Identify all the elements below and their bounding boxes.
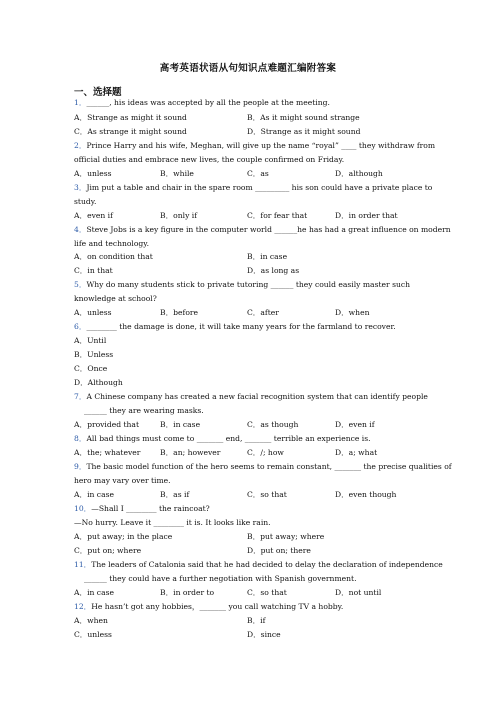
- option-c: C．as though: [247, 420, 299, 429]
- document-title: 高考英语状语从句知识点难题汇编附答案: [159, 63, 337, 74]
- option-d: D．a; what: [335, 448, 378, 457]
- question-6: [74, 322, 396, 332]
- question-number: 12．: [74, 602, 92, 611]
- option-a: A．unless: [74, 308, 112, 317]
- option-b: B．before: [160, 308, 199, 317]
- question-11-continued: ______ they could have a further negotiation with Spanish government.: [84, 574, 357, 583]
- question-10-continued: —No hurry. Leave it ________ it is. It looks like rain.: [74, 518, 271, 527]
- question-9-continued: hero may vary over time.: [74, 476, 171, 485]
- option-d: D．put on; there: [247, 546, 311, 555]
- option-a: A．when: [74, 616, 108, 625]
- question-text: Why do many students stick to private tutoring ______ they could easily master such: [86, 280, 411, 289]
- option-c: C．after: [247, 308, 279, 317]
- question-9: [74, 462, 452, 472]
- option-a: A．unless: [74, 169, 112, 178]
- question-5-continued: knowledge at school?: [74, 294, 157, 303]
- option-d: D．even if: [335, 420, 375, 429]
- option-a: A．Until: [74, 336, 107, 345]
- question-5: [74, 280, 410, 290]
- option-c: C．unless: [74, 630, 112, 639]
- option-b: B．Unless: [74, 350, 114, 359]
- question-number: 1．: [74, 98, 87, 107]
- question-text: Steve Jobs is a key figure in the computer world ______he has had a great influence on modern: [86, 225, 451, 234]
- option-d: D．Strange as it might sound: [247, 127, 361, 136]
- section-heading: 一、选择题: [74, 87, 122, 98]
- question-text: Jim put a table and chair in the spare room _________ his son could have a private place to: [86, 183, 433, 192]
- option-b: B．as if: [160, 490, 190, 499]
- option-c: C．put on; where: [74, 546, 142, 555]
- option-a: A．Strange as might it sound: [74, 113, 187, 122]
- option-d: D．although: [335, 169, 383, 178]
- option-b: B．As it might sound strange: [247, 113, 360, 122]
- option-c: C．As strange it might sound: [74, 127, 187, 136]
- question-text: A Chinese company has created a new facial recognition system that can identify people: [86, 392, 428, 401]
- option-b: B．in case: [247, 252, 288, 261]
- option-c: C．for fear that: [247, 211, 308, 220]
- question-number: 3．: [74, 183, 87, 192]
- question-number: 10．: [74, 504, 92, 513]
- question-text: Prince Harry and his wife, Meghan, will give up the name “royal” ____ they withdraw from: [86, 141, 436, 150]
- option-d: D．even though: [335, 490, 397, 499]
- question-2: [74, 141, 435, 151]
- option-b: B．if: [247, 616, 266, 625]
- option-a: A．put away; in the place: [74, 532, 173, 541]
- option-a: A．the; whatever: [74, 448, 141, 457]
- question-8: [74, 434, 371, 444]
- question-text: —Shall I ________ the raincoat?: [91, 504, 210, 513]
- question-4: [74, 225, 451, 235]
- option-b: B．only if: [160, 211, 198, 220]
- question-number: 11．: [74, 560, 92, 569]
- question-number: 2．: [74, 141, 87, 150]
- question-11: [74, 560, 443, 570]
- option-a: A．in case: [74, 588, 114, 597]
- option-b: B．while: [160, 169, 194, 178]
- question-2-continued: official duties and embrace new lives, the couple confirmed on Friday.: [74, 155, 345, 164]
- option-d: D．when: [335, 308, 370, 317]
- option-a: A．in case: [74, 490, 114, 499]
- question-text: ______, his ideas was accepted by all the people at the meeting.: [86, 98, 330, 107]
- question-1: [74, 98, 330, 108]
- question-number: 9．: [74, 462, 87, 471]
- question-number: 7．: [74, 392, 87, 401]
- question-10: [74, 504, 210, 514]
- option-c: C．as: [247, 169, 269, 178]
- option-d: D．not until: [335, 588, 382, 597]
- question-number: 8．: [74, 434, 87, 443]
- option-c: C．in that: [74, 266, 113, 275]
- question-number: 4．: [74, 225, 87, 234]
- question-number: 5．: [74, 280, 87, 289]
- option-b: B．an; however: [160, 448, 221, 457]
- option-b: B．put away; where: [247, 532, 325, 541]
- option-c: C．so that: [247, 490, 287, 499]
- question-12: [74, 602, 343, 612]
- option-b: B．in case: [160, 420, 201, 429]
- option-c: C．Once: [74, 364, 108, 373]
- option-d: D．in order that: [335, 211, 398, 220]
- option-d: D．as long as: [247, 266, 300, 275]
- question-text: He hasn’t got any hobbies，_______ you call watching TV a hobby.: [91, 602, 344, 611]
- option-a: A．provided that: [74, 420, 140, 429]
- option-b: B．in order to: [160, 588, 215, 597]
- question-text: ________ the damage is done, it will take many years for the farmland to recover.: [86, 322, 396, 331]
- option-a: A．even if: [74, 211, 113, 220]
- question-7: [74, 392, 428, 402]
- option-c: C．so that: [247, 588, 287, 597]
- question-number: 6．: [74, 322, 87, 331]
- option-c: C．/; how: [247, 448, 284, 457]
- question-3: [74, 183, 432, 193]
- question-4-continued: life and technology.: [74, 239, 149, 248]
- question-text: The leaders of Catalonia said that he had decided to delay the declaration of independence: [91, 560, 443, 569]
- option-a: A．on condition that: [74, 252, 153, 261]
- option-d: D．Although: [74, 378, 123, 387]
- question-text: The basic model function of the hero seems to remain constant, _______ the precise qualities of: [86, 462, 452, 471]
- question-7-continued: ______ they are wearing masks.: [84, 406, 204, 415]
- option-d: D．since: [247, 630, 281, 639]
- question-3-continued: study.: [74, 197, 97, 206]
- question-text: All bad things must come to _______ end, _______ terrible an experience is.: [86, 434, 371, 443]
